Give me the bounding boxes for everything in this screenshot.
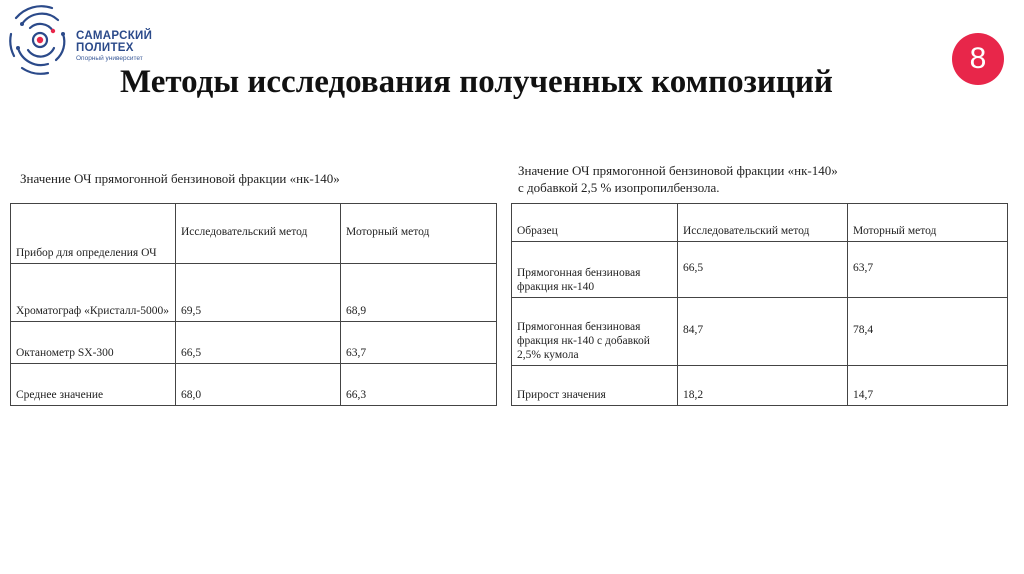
header-cell: Исследовательский метод xyxy=(176,204,341,264)
row-label-cell: Прирост значения xyxy=(512,366,678,406)
octane-measurement-table xyxy=(10,203,497,406)
row-label-cell: Хроматограф «Кристалл-5000» xyxy=(11,264,176,322)
value-cell: 14,7 xyxy=(848,366,1008,406)
header-cell: Моторный метод xyxy=(848,204,1008,242)
value-cell: 63,7 xyxy=(341,322,497,364)
orbit-logo-icon xyxy=(8,4,72,76)
logo-text xyxy=(76,30,152,64)
value-cell: 18,2 xyxy=(678,366,848,406)
value-cell: 66,3 xyxy=(341,364,497,406)
table-header-row xyxy=(512,204,1008,242)
right-caption-line2: с добавкой 2,5 % изопропилбензола. xyxy=(518,180,720,195)
value-cell: 69,5 xyxy=(176,264,341,322)
left-table-caption: Значение ОЧ прямогонной бензиновой фракции «нк-140» xyxy=(20,171,340,186)
row-label-cell: Прямогонная бензиновая фракция нк-140 xyxy=(512,242,678,298)
header-cell: Образец xyxy=(512,204,678,242)
table-row xyxy=(11,264,497,322)
table-row xyxy=(512,242,1008,298)
value-cell: 84,7 xyxy=(678,298,848,366)
row-label-cell: Прямогонная бензиновая фракция нк-140 с добавкой 2,5% кумола xyxy=(512,298,678,366)
header-cell: Прибор для определения ОЧ xyxy=(11,204,176,264)
slide-number-badge: 8 xyxy=(952,33,1004,85)
table-row xyxy=(512,298,1008,366)
value-cell: 63,7 xyxy=(848,242,1008,298)
table-row xyxy=(11,322,497,364)
table-row xyxy=(11,364,497,406)
row-label-cell: Среднее значение xyxy=(11,364,176,406)
octane-additive-table xyxy=(511,203,1008,406)
header-cell: Моторный метод xyxy=(341,204,497,264)
value-cell: 68,9 xyxy=(341,264,497,322)
slide-title: Методы исследования полученных композиций xyxy=(120,64,833,100)
logo-subtitle: Опорный университет xyxy=(76,55,143,62)
value-cell: 66,5 xyxy=(176,322,341,364)
logo-name-line1: САМАРСКИЙ xyxy=(76,30,153,42)
value-cell: 78,4 xyxy=(848,298,1008,366)
value-cell: 68,0 xyxy=(176,364,341,406)
value-cell: 66,5 xyxy=(678,242,848,298)
table-header-row xyxy=(11,204,497,264)
header-cell: Исследовательский метод xyxy=(678,204,848,242)
right-table-caption xyxy=(518,162,838,196)
row-label-cell: Октанометр SX-300 xyxy=(11,322,176,364)
right-caption-line1: Значение ОЧ прямогонной бензиновой фракции «нк-140» xyxy=(518,163,838,178)
logo-name-line2: ПОЛИТЕХ xyxy=(76,42,134,54)
table-row xyxy=(512,366,1008,406)
